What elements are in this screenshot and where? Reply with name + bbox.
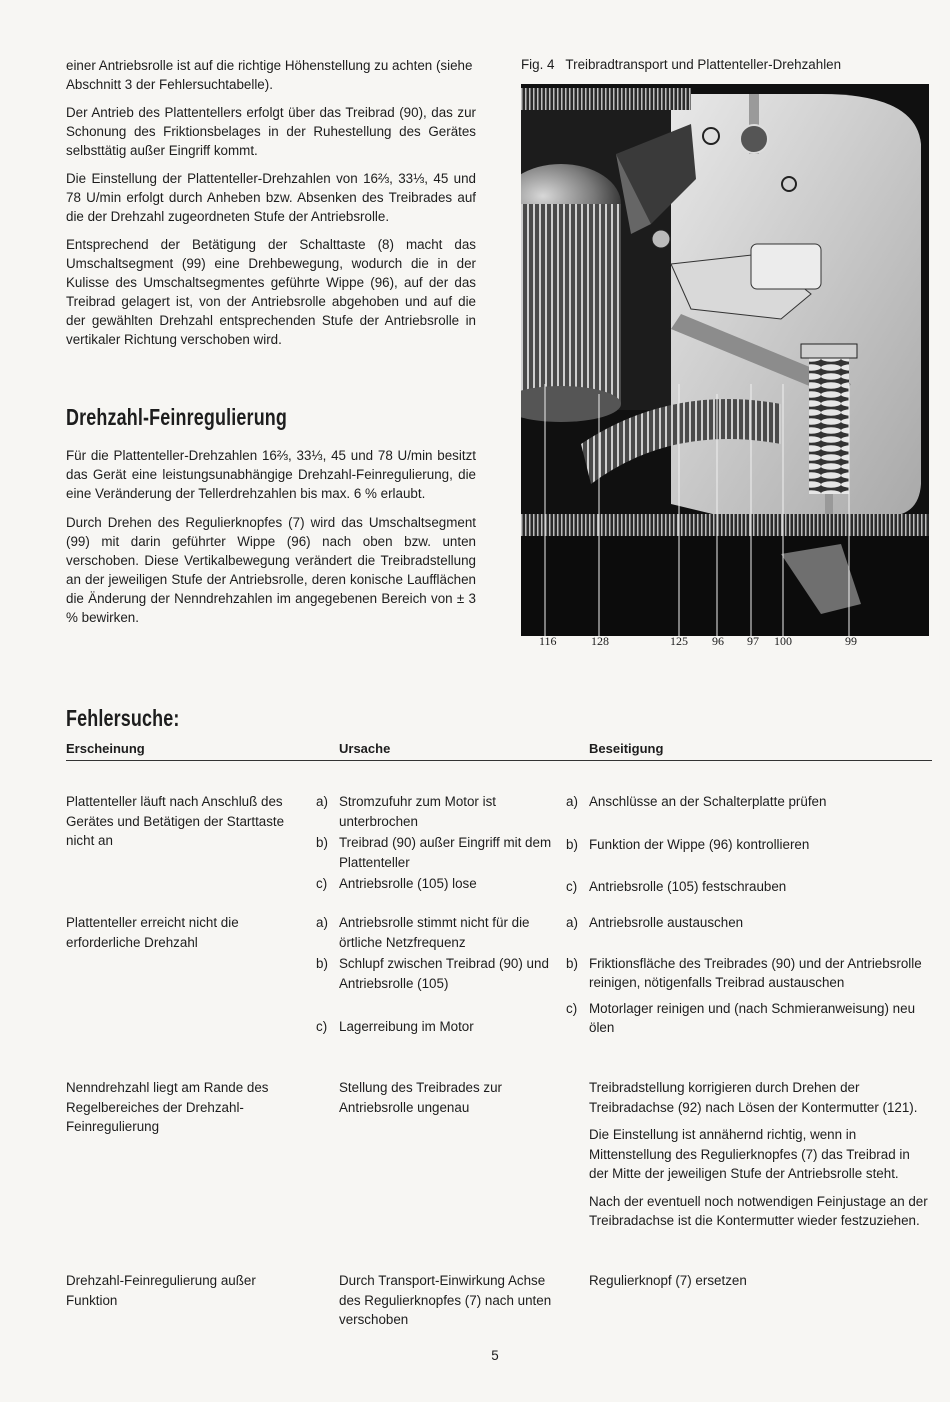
row3-beseitigung-paragraph: Nach der eventuell noch notwendigen Feinjustage an der Treibradachse ist die Kontermutter wieder festzuziehen. [589,1193,928,1228]
row2-ursache [316,913,552,1039]
figure-number: Fig. 4 [521,57,555,72]
fehlersuche-title: Fehlersuche: [66,705,180,731]
intro-paragraph-4: Entsprechend der Betätigung der Schalttaste (8) macht das Umschaltsegment (99) eine Drehbewegung, wodurch die in der Kulisse des Umschaltsegmentes geführte Wippe (96), auf der das Treibrad gelagert ist, von der Antriebsrolle abgehoben und auf die der gewählten Drehzahl entsprechenden Stufe der Antriebsrolle in vertikaler Richtung verschoben wird. [66,237,476,347]
callout-label: 125 [670,634,688,648]
column-header-erscheinung: Erscheinung [66,741,145,756]
callout-label: 116 [539,634,557,648]
drehzahl-paragraph-1: Für die Plattenteller-Drehzahlen 16⅔, 33⅓, 45 und 78 U/min besitzt das Gerät eine leistungsunabhängige Drehzahl-Feinregulierung, die eine Veränderung der Tellerdrehzahlen bis max. 6 % erlaubt. [66,448,476,501]
list-item: c) Antriebsrolle (105) lose [316,876,477,891]
figure-callouts [521,630,929,654]
drehzahl-paragraph-2: Durch Drehen des Regulierknopfes (7) wird das Umschaltsegment (99) mit darin geführter Wippe (96) nach oben bzw. unten verschoben. Diese Vertikalbewegung verändert die Treibradstellung an der jeweiligen Stufe der Antriebsrolle, deren konische Laufflächen die Änderung der Nenndrehzahlen im angegebenen Bereich von ± 3 % bewirken. [66,515,476,625]
row2-beseitigung [566,913,932,1040]
callout-label: 97 [747,634,759,648]
list-item: c) Lagerreibung im Motor [316,1019,474,1034]
list-item: a) Antriebsrolle austauschen [566,915,744,930]
row3-beseitigung-paragraph: Die Einstellung ist annähernd richtig, wenn in Mittenstellung des Regulierknopfes (7) das Treibrad in der Mitte der jeweiligen Stufe der Antriebsrolle steht. [589,1127,910,1181]
table-header-rule [66,760,932,761]
turntable-mechanism-photo [521,84,929,636]
list-item: b) Schlupf zwischen Treibrad (90) und Antriebsrolle (105) [316,956,549,991]
column-header-ursache: Ursache [339,741,391,756]
row3-ursache: Stellung des Treibrades zur Antriebsrolle ungenau [339,1080,503,1115]
list-item: c) Antriebsrolle (105) festschrauben [566,879,787,894]
row2-erscheinung: Plattenteller erreicht nicht die erforderliche Drehzahl [66,915,239,950]
intro-paragraph-3: Die Einstellung der Plattenteller-Drehzahlen von 16⅔, 33⅓, 45 und 78 U/min erfolgt durch Anheben bzw. Absenken des Treibrades auf die der Drehzahl zugeordneten Stufe der Antriebsrolle. [66,171,476,224]
page-number: 5 [491,1348,499,1363]
column-header-beseitigung: Beseitigung [589,741,664,756]
list-item: a) Stromzufuhr zum Motor ist unterbrochen [316,794,497,829]
row3-beseitigung [589,1078,932,1239]
drehzahl-section-body [66,446,476,637]
intro-paragraph-2: Der Antrieb des Plattentellers erfolgt über das Treibrad (90), das zur Schonung des Friktionsbelages in der Ruhestellung des Gerätes selbsttätig außer Eingriff kommt. [66,105,476,158]
figure-title: Treibradtransport und Plattenteller-Drehzahlen [565,57,842,72]
list-item: a) Antriebsrolle stimmt nicht für die örtliche Netzfrequenz [316,915,530,950]
row1-ursache [316,792,552,896]
list-item: b) Treibrad (90) außer Eingriff mit dem Plattenteller [316,835,552,870]
callout-label: 100 [774,634,792,648]
row4-erscheinung: Drehzahl-Feinregulierung außer Funktion [66,1273,256,1308]
row1-beseitigung [566,792,932,899]
row3-beseitigung-paragraph: Treibradstellung korrigieren durch Drehen der Treibradachse (92) nach Lösen der Kontermutter (121). [589,1080,918,1115]
callout-label: 128 [591,634,609,648]
intro-paragraph-1: einer Antriebsrolle ist auf die richtige Höhenstellung zu achten (siehe Abschnitt 3 der Fehlersuchtabelle). [66,58,473,92]
row3-erscheinung: Nenndrehzahl liegt am Rande des Regelbereiches der Drehzahl-Feinregulierung [66,1080,269,1134]
list-item: a) Anschlüsse an der Schalterplatte prüfen [566,794,827,809]
intro-text [66,56,476,358]
callout-label: 99 [845,634,857,648]
figure-caption [521,57,841,72]
list-item: b) Friktionsfläche des Treibrades (90) und der Antriebsrolle reinigen, nötigenfalls Treibrad austauschen [566,955,922,990]
list-item: c) Motorlager reinigen und (nach Schmieranweisung) neu ölen [566,1000,916,1035]
callout-label: 96 [712,634,724,648]
list-item: b) Funktion der Wippe (96) kontrollieren [566,836,810,852]
row1-erscheinung: Plattenteller läuft nach Anschluß des Gerätes und Betätigen der Starttaste nicht an [66,794,285,848]
drehzahl-section-title: Drehzahl-Feinregulierung [66,404,288,430]
row4-ursache: Durch Transport-Einwirkung Achse des Regulierknopfes (7) nach unten verschoben [339,1273,552,1327]
row4-beseitigung: Regulierknopf (7) ersetzen [589,1273,747,1288]
